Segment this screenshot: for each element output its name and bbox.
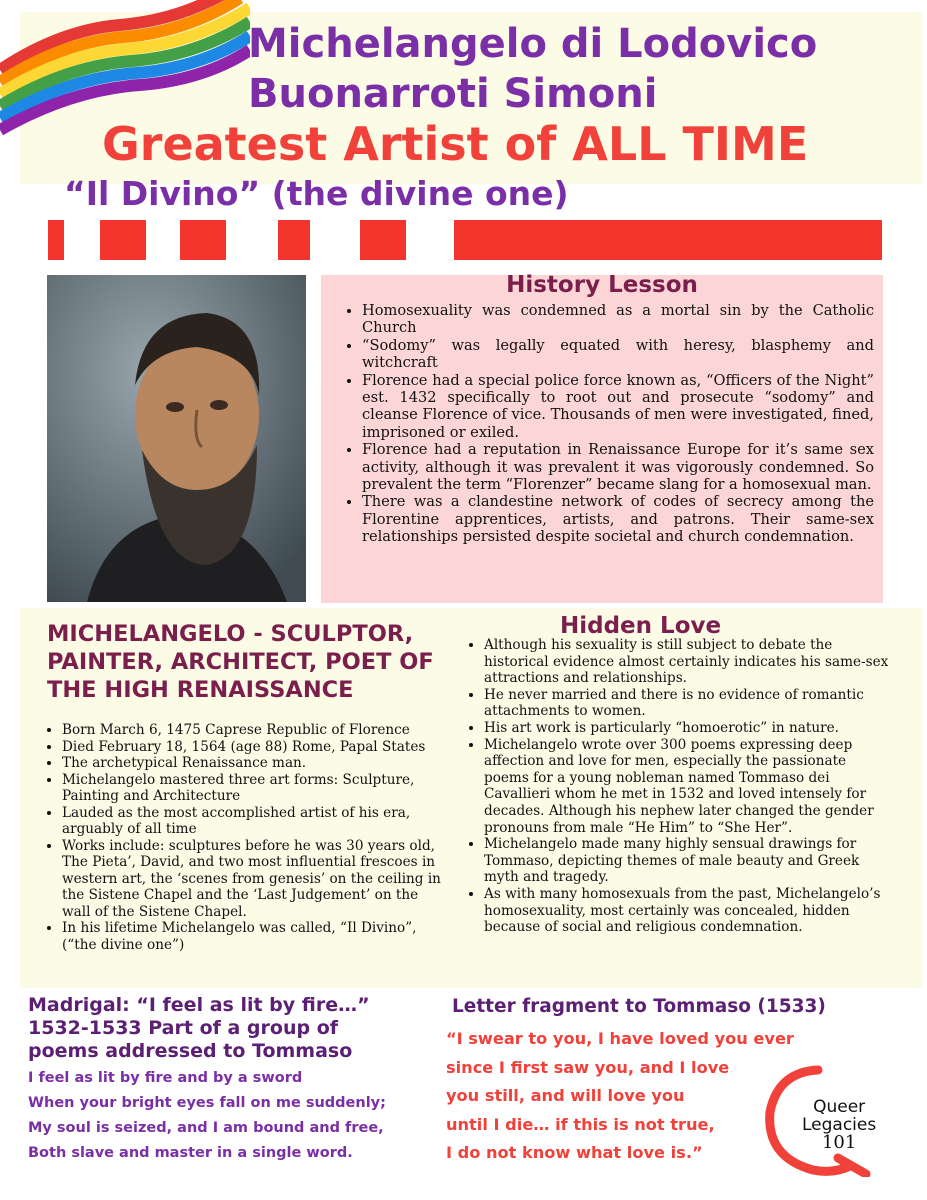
madrigal-heading [28,994,448,1063]
list-item: • Lauded as the most accomplished artist of his era, arguably of all time [62,805,446,838]
list-item: • Died February 18, 1564 (age 88) Rome, Papal States [62,739,446,756]
list-item: • As with many homosexuals from the past, Michelangelo’s homosexuality, most certainly was concealed, hidden because of social and religious condemnation. [484,886,892,936]
quote-line: since I first saw you, and I love [446,1057,730,1077]
list-item: • Although his sexuality is still subject to debate the historical evidence almost certainly indicates his same-sex attractions and relationships. [484,637,892,687]
poem-line: When your bright eyes fall on me suddenly; [28,1095,386,1111]
portrait-image [47,275,306,602]
list-item: • He never married and there is no evidence of romantic attachments to women. [484,687,892,720]
madrigal-heading-line: 1532-1533 Part of a group of [28,1017,339,1039]
list-item: • Michelangelo made many highly sensual drawings for Tommaso, depicting themes of male beauty and Greek myth and tragedy. [484,836,892,886]
quote-line: I do not know what love is.” [446,1143,703,1162]
decorative-bar [48,220,64,260]
madrigal-heading-line: poems addressed to Tommaso [28,1040,353,1062]
letter-heading: Letter fragment to Tommaso (1533) [452,996,826,1017]
decorative-bar [100,220,146,260]
list-item: • Michelangelo wrote over 300 poems expressing deep affection and love for men, especially the passionate poems for a young nobleman named Tommaso dei Cavallieri whom he met in 1532 and loved intensely for decades. Although his nephew later changed the gender pronouns from male “He Him” to “She Her”. [484,737,892,837]
page-title-line-1: Michelangelo di Lodovico [248,21,818,67]
history-list [340,302,874,546]
list-item: • The archetypical Renaissance man. [62,755,446,772]
list-item: • Works include: sculptures before he was 30 years old, The Pieta’, David, and two most influential frescoes in western art, the ‘scenes from genesis’ on the ceiling in the Sistene Chapel and the ‘Last Judgement’ on the wall of the Sistene Chapel. [62,838,446,921]
list-item: • Florence had a special police force known as, “Officers of the Night” est. 1432 specifically to root out and prosecute “sodomy” and cleanse Florence of vice. Thousands of men were investigated, fined, imprisoned or exiled. [362,372,874,442]
decorative-bar [180,220,226,260]
madrigal-heading-line: Madrigal: “I feel as lit by fire…” [28,994,370,1016]
list-item: • His art work is particularly “homoerotic” in nature. [484,720,892,737]
decorative-bar [454,220,882,260]
list-item: • Born March 6, 1475 Caprese Republic of Florence [62,722,446,739]
decorative-bar [360,220,406,260]
logo-text [802,1098,876,1152]
quote-line: you still, and will love you [446,1086,685,1105]
decorative-bar [278,220,310,260]
quote-line: “I swear to you, I have loved you ever [446,1029,794,1048]
list-item: • “Sodomy” was legally equated with heresy, blasphemy and witchcraft [362,337,874,372]
poem-line: My soul is seized, and I am bound and free, [28,1120,384,1136]
poem-line: I feel as lit by fire and by a sword [28,1070,303,1086]
page-subtitle: “Il Divino” (the divine one) [64,174,569,213]
list-item: • Michelangelo mastered three art forms: Sculpture, Painting and Architecture [62,772,446,805]
poem-line: Both slave and master in a single word. [28,1145,353,1161]
list-item: • In his lifetime Michelangelo was called, “Il Divino”, (“the divine one”) [62,920,446,953]
page-title-line-2: Buonarroti Simoni [248,71,658,117]
hidden-love-title: Hidden Love [560,613,722,639]
logo-line: Legacies [802,1115,877,1135]
history-title: History Lesson [506,272,698,298]
quote-line: until I die… if this is not true, [446,1114,715,1134]
list-item: • Florence had a reputation in Renaissance Europe for it’s same sex activity, although it was prevalent it was vigorously condemned. So prevalent the term “Florenzer” became slang for a homosexual man. [362,441,874,493]
hidden-love-list [462,637,892,936]
list-item: • Homosexuality was condemned as a mortal sin by the Catholic Church [362,302,874,337]
bio-list [40,722,446,953]
logo-line: 101 [821,1132,857,1153]
portrait-illustration [47,275,306,602]
madrigal-poem [28,1066,458,1166]
bio-heading: MICHELANGELO - SCULPTOR, PAINTER, ARCHITECT, POET OF THE HIGH RENAISSANCE [47,621,434,703]
page-title-line-3: Greatest Artist of ALL TIME [102,117,809,171]
logo-line: Queer [813,1097,866,1117]
list-item: • There was a clandestine network of codes of secrecy among the Florentine apprentices, artists, and patrons. Their same-sex relationships persisted despite societal and church condemnation. [362,493,874,545]
